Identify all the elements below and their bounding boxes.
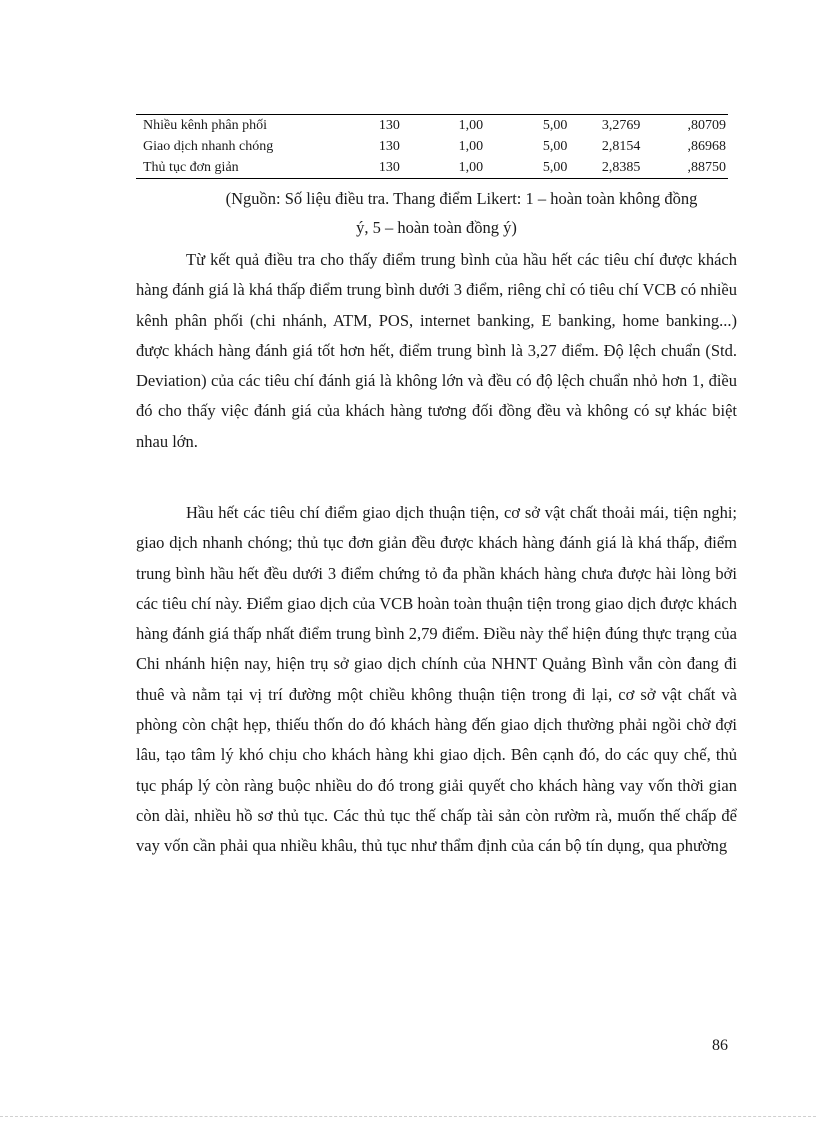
criterion-label: Thủ tục đơn giản	[136, 157, 347, 179]
cell-n: 130	[347, 115, 400, 137]
cell-sd: ,88750	[640, 157, 728, 179]
cell-sd: ,80709	[640, 115, 728, 137]
statistics-table	[136, 114, 728, 179]
cell-mean: 2,8154	[601, 139, 641, 154]
cell-min: 1,00	[400, 157, 483, 179]
cell-sd: ,86968	[687, 139, 726, 154]
source-note-line-2: ý, 5 – hoàn toàn đồng ý)	[356, 218, 517, 237]
paragraph-analysis: Từ kết quả điều tra cho thấy điểm trung bình của hầu hết các tiêu chí được khách hàng đánh giá là khá thấp điểm trung bình dưới 3 điểm, riêng chỉ có tiêu chí VCB có nhiều kênh phân phối (chi nhánh, ATM, POS, internet banking, E banking, home banking...) được khách hàng đánh giá tốt hơn hết, điểm trung bình là 3,27 điểm. Độ lệch chuẩn (Std. Deviation) của các tiêu chí đánh giá là không lớn và đều có độ lệch chuẩn nhỏ hơn 1, điều đó cho thấy việc đánh giá của khách hàng tương đối đồng đều và không có sự khác biệt nhau lớn.	[136, 250, 737, 451]
cell-n: 130	[378, 139, 400, 154]
cell-min: 1,00	[400, 115, 483, 137]
table-row	[136, 136, 728, 157]
source-note	[136, 184, 737, 242]
cell-min: 1,00	[458, 139, 484, 154]
cell-max: 5,00	[542, 139, 568, 154]
page-bottom-divider	[0, 1116, 816, 1117]
source-note-line-1: (Nguồn: Số liệu điều tra. Thang điểm Likert: 1 – hoàn toàn không đồng	[225, 189, 698, 208]
table-row	[136, 115, 728, 137]
criterion-label: Giao dịch nhanh chóng	[143, 139, 274, 154]
cell-n: 130	[347, 157, 400, 179]
cell-max: 5,00	[483, 115, 567, 137]
table-row	[136, 157, 728, 179]
paragraph-criteria: Hầu hết các tiêu chí điểm giao dịch thuận tiện, cơ sở vật chất thoải mái, tiện nghi; giao dịch nhanh chóng; thủ tục đơn giản đều được khách hàng đánh giá là khá thấp, điểm trung bình hầu hết đều dưới 3 điểm chứng tỏ đa phần khách hàng chưa được hài lòng bởi các tiêu chí này. Điểm giao dịch của VCB hoàn toàn thuận tiện trong giao dịch được khách hàng đánh giá thấp nhất điểm trung bình 2,79 điểm. Điều này thể hiện đúng thực trạng của Chi nhánh hiện nay, hiện trụ sở giao dịch chính của NHNT Quảng Bình vẫn còn đang đi thuê và nằm tại vị trí đường một chiều không thuận tiện trong đi lại, cơ sở vật chất và phòng còn chật hẹp, thiếu thốn do đó khách hàng đến giao dịch thường phải ngồi chờ đợi lâu, tạo tâm lý khó chịu cho khách hàng khi giao dịch. Bên cạnh đó, do các quy chế, thủ tục pháp lý còn ràng buộc nhiều do đó trong giải quyết cho khách hàng vay vốn thời gian còn dài, nhiều hồ sơ thủ tục. Các thủ tục thế chấp tài sản còn rườm rà, muốn thế chấp để vay vốn cần phải qua nhiều khâu, thủ tục như thẩm định của cán bộ tín dụng, qua phường	[136, 503, 737, 856]
cell-mean: 2,8385	[567, 157, 640, 179]
cell-max: 5,00	[483, 157, 567, 179]
page-number: 86	[712, 1037, 728, 1054]
cell-mean: 3,2769	[567, 115, 640, 137]
criterion-label: Nhiều kênh phân phối	[136, 115, 347, 137]
